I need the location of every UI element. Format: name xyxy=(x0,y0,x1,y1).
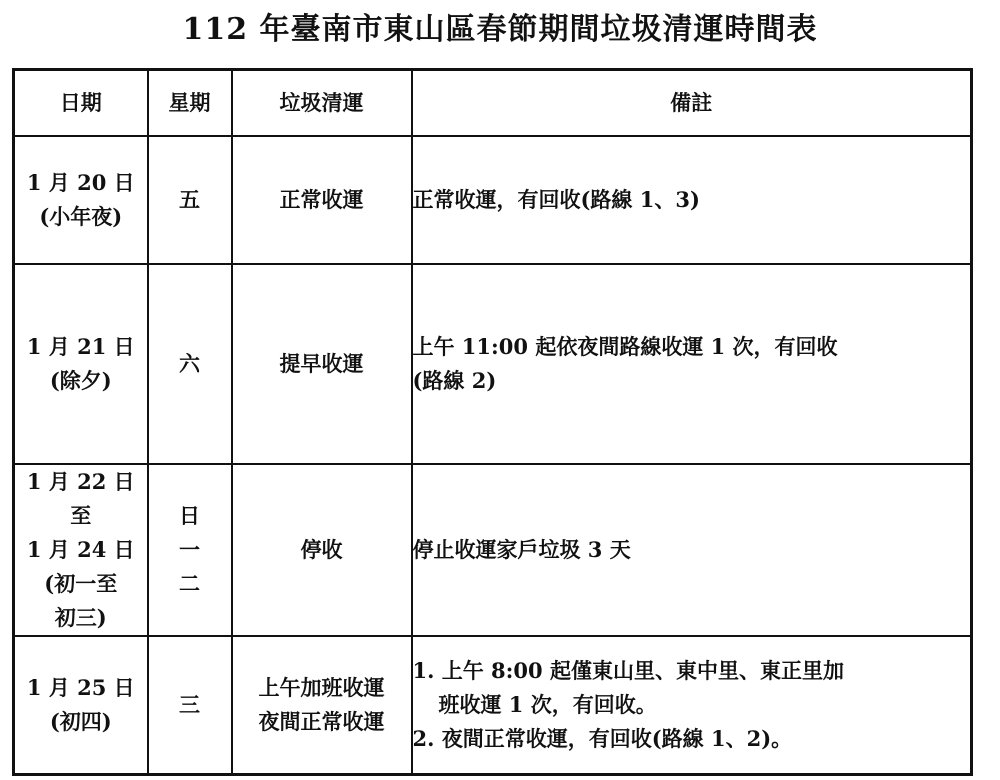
date-line: (初一至 xyxy=(44,570,118,596)
note-line: 停止收運家戶垃圾 3 天 xyxy=(412,536,631,562)
weekday-cell xyxy=(148,636,232,775)
date-cell xyxy=(14,264,148,464)
service-line: 正常收運 xyxy=(279,186,364,212)
note-cell xyxy=(412,464,972,636)
weekday-line: 五 xyxy=(179,186,200,212)
weekday-line: 日 xyxy=(179,502,200,528)
service-cell xyxy=(232,264,412,464)
header-service: 垃圾清運 xyxy=(232,70,412,136)
note-line: 1. 上午 8:00 起僅東山里、東中里、東正里加 xyxy=(412,657,844,683)
header-date: 日期 xyxy=(14,70,148,136)
date-line: (除夕) xyxy=(49,367,112,393)
note-line: 上午 11:00 起依夜間路線收運 1 次，有回收 xyxy=(412,333,838,359)
table-row xyxy=(14,464,972,636)
note-line: 2. 夜間正常收運，有回收(路線 1、2)。 xyxy=(412,725,793,751)
date-line: 至 xyxy=(70,502,92,528)
weekday-line: 六 xyxy=(179,350,200,376)
date-line: (小年夜) xyxy=(39,203,123,229)
weekday-line: 二 xyxy=(179,570,200,596)
table-row xyxy=(14,264,972,464)
note-cell xyxy=(412,264,972,464)
date-line: (初四) xyxy=(49,708,112,734)
date-line: 1 月 22 日 xyxy=(26,468,135,494)
note-line: 正常收運，有回收(路線 1、3) xyxy=(412,186,700,212)
weekday-cell xyxy=(148,136,232,264)
date-cell xyxy=(14,136,148,264)
header-weekday: 星期 xyxy=(148,70,232,136)
note-cell xyxy=(412,636,972,775)
service-cell xyxy=(232,464,412,636)
note-line: (路線 2) xyxy=(412,367,497,393)
header-row xyxy=(14,70,972,136)
weekday-line: 三 xyxy=(179,691,200,717)
date-cell xyxy=(14,636,148,775)
weekday-line: 一 xyxy=(179,536,200,562)
date-line: 1 月 25 日 xyxy=(26,674,135,700)
service-cell xyxy=(232,636,412,775)
table-row xyxy=(14,636,972,775)
date-cell xyxy=(14,464,148,636)
service-cell xyxy=(232,136,412,264)
note-cell xyxy=(412,136,972,264)
header-note: 備註 xyxy=(412,70,972,136)
service-line: 上午加班收運 xyxy=(258,674,385,700)
date-line: 1 月 21 日 xyxy=(26,333,135,359)
schedule-table xyxy=(12,68,973,776)
date-line: 1 月 24 日 xyxy=(26,536,135,562)
table-row xyxy=(14,136,972,264)
document-title: 112 年臺南市東山區春節期間垃圾清運時間表 xyxy=(182,12,818,47)
weekday-cell xyxy=(148,264,232,464)
date-line: 1 月 20 日 xyxy=(26,169,135,195)
date-line: 初三) xyxy=(54,604,107,630)
note-line: 班收運 1 次，有回收。 xyxy=(438,691,657,717)
service-line: 提早收運 xyxy=(279,350,364,376)
service-line: 停收 xyxy=(300,536,343,562)
weekday-cell xyxy=(148,464,232,636)
service-line: 夜間正常收運 xyxy=(258,708,385,734)
